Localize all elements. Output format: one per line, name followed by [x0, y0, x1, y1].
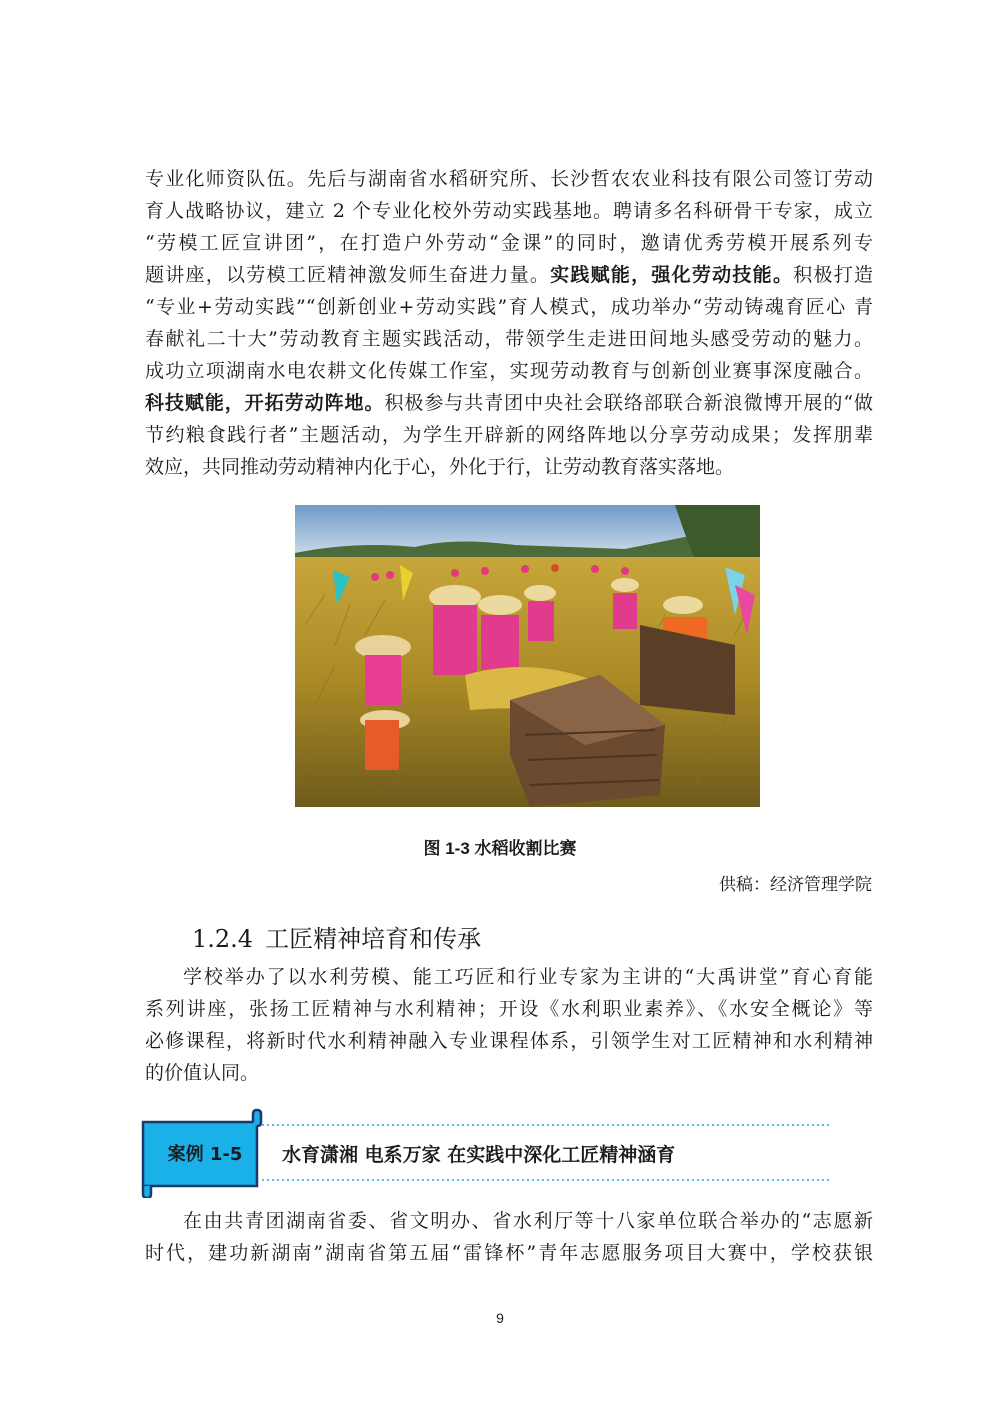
text-line: 系列讲座，张扬工匠精神与水利精神；开设《水利职业素养》、《水安全概论》等 [145, 998, 873, 1020]
page-number: 9 [496, 1310, 504, 1326]
section-title: 工匠精神培育和传承 [265, 925, 482, 953]
case-title: 水育潇湘 电系万家 在实践中深化工匠精神涵育 [282, 1144, 676, 1166]
text-line: 育人战略协议，建立 2 个专业化校外劳动实践基地。聘请多名科研骨干专家，成立 [145, 200, 873, 222]
body-paragraph-1 [145, 163, 873, 483]
text-line: 学校举办了以水利劳模、能工巧匠和行业专家为主讲的“大禹讲堂”育心育能 [183, 966, 873, 988]
figure-credit: 供稿：经济管理学院 [719, 875, 872, 895]
text-line: 专业化师资队伍。先后与湖南省水稻研究所、长沙哲农农业科技有限公司签订劳动 [145, 168, 873, 190]
figure-caption: 图 1-3 水稻收割比赛 [423, 839, 577, 858]
text-line: 在由共青团湖南省委、省文明办、省水利厅等十八家单位联合举办的“志愿新 [183, 1210, 873, 1232]
text-line [145, 259, 873, 291]
text-line: 效应，共同推动劳动精神内化于心，外化于行，让劳动教育落实落地。 [145, 456, 735, 478]
text-line: 时代，建功新湖南”湖南省第五届“雷锋杯”青年志愿服务项目大赛中，学校获银 [145, 1242, 873, 1264]
bold-lead: 实践赋能，强化劳动技能。 [550, 264, 794, 286]
text-fragment: 题讲座，以劳模工匠精神激发师生奋进力量。 [145, 264, 551, 286]
section-heading [192, 919, 481, 954]
bold-lead: 科技赋能，开拓劳动阵地。 [145, 392, 385, 414]
scroll-curl-bottom [143, 1186, 151, 1198]
section-number: 1.2.4 [192, 925, 254, 953]
text-line: “劳模工匠宣讲团”，在打造户外劳动“金课”的同时，邀请优秀劳模开展系列专 [145, 232, 873, 254]
body-paragraph-3 [145, 1205, 873, 1269]
text-line: “专业+劳动实践”“创新创业+劳动实践”育人模式，成功举办“劳动铸魂育匠心 青 [145, 296, 873, 318]
text-line: 成功立项湖南水电农耕文化传媒工作室，实现劳动教育与创新创业赛事深度融合。 [145, 360, 873, 382]
body-paragraph-2 [145, 961, 873, 1089]
rice-harvest-photo [295, 505, 760, 807]
photo-illustration [295, 505, 760, 807]
text-fragment: 积极打造 [793, 264, 873, 286]
text-line: 的价值认同。 [145, 1062, 260, 1084]
text-line: 节约粮食践行者”主题活动，为学生开辟新的网络阵地以分享劳动成果；发挥朋辈 [145, 424, 873, 446]
text-line [145, 387, 873, 419]
text-line: 必修课程，将新时代水利精神融入专业课程体系，引领学生对工匠精神和水利精神 [145, 1030, 873, 1052]
case-label: 案例 1-5 [167, 1144, 243, 1165]
text-fragment: 积极参与共青团中央社会联络部联合新浪微博开展的“做 [384, 392, 873, 414]
text-line: 春献礼二十大”劳动教育主题实践活动，带领学生走进田间地头感受劳动的魅力。 [145, 328, 873, 350]
